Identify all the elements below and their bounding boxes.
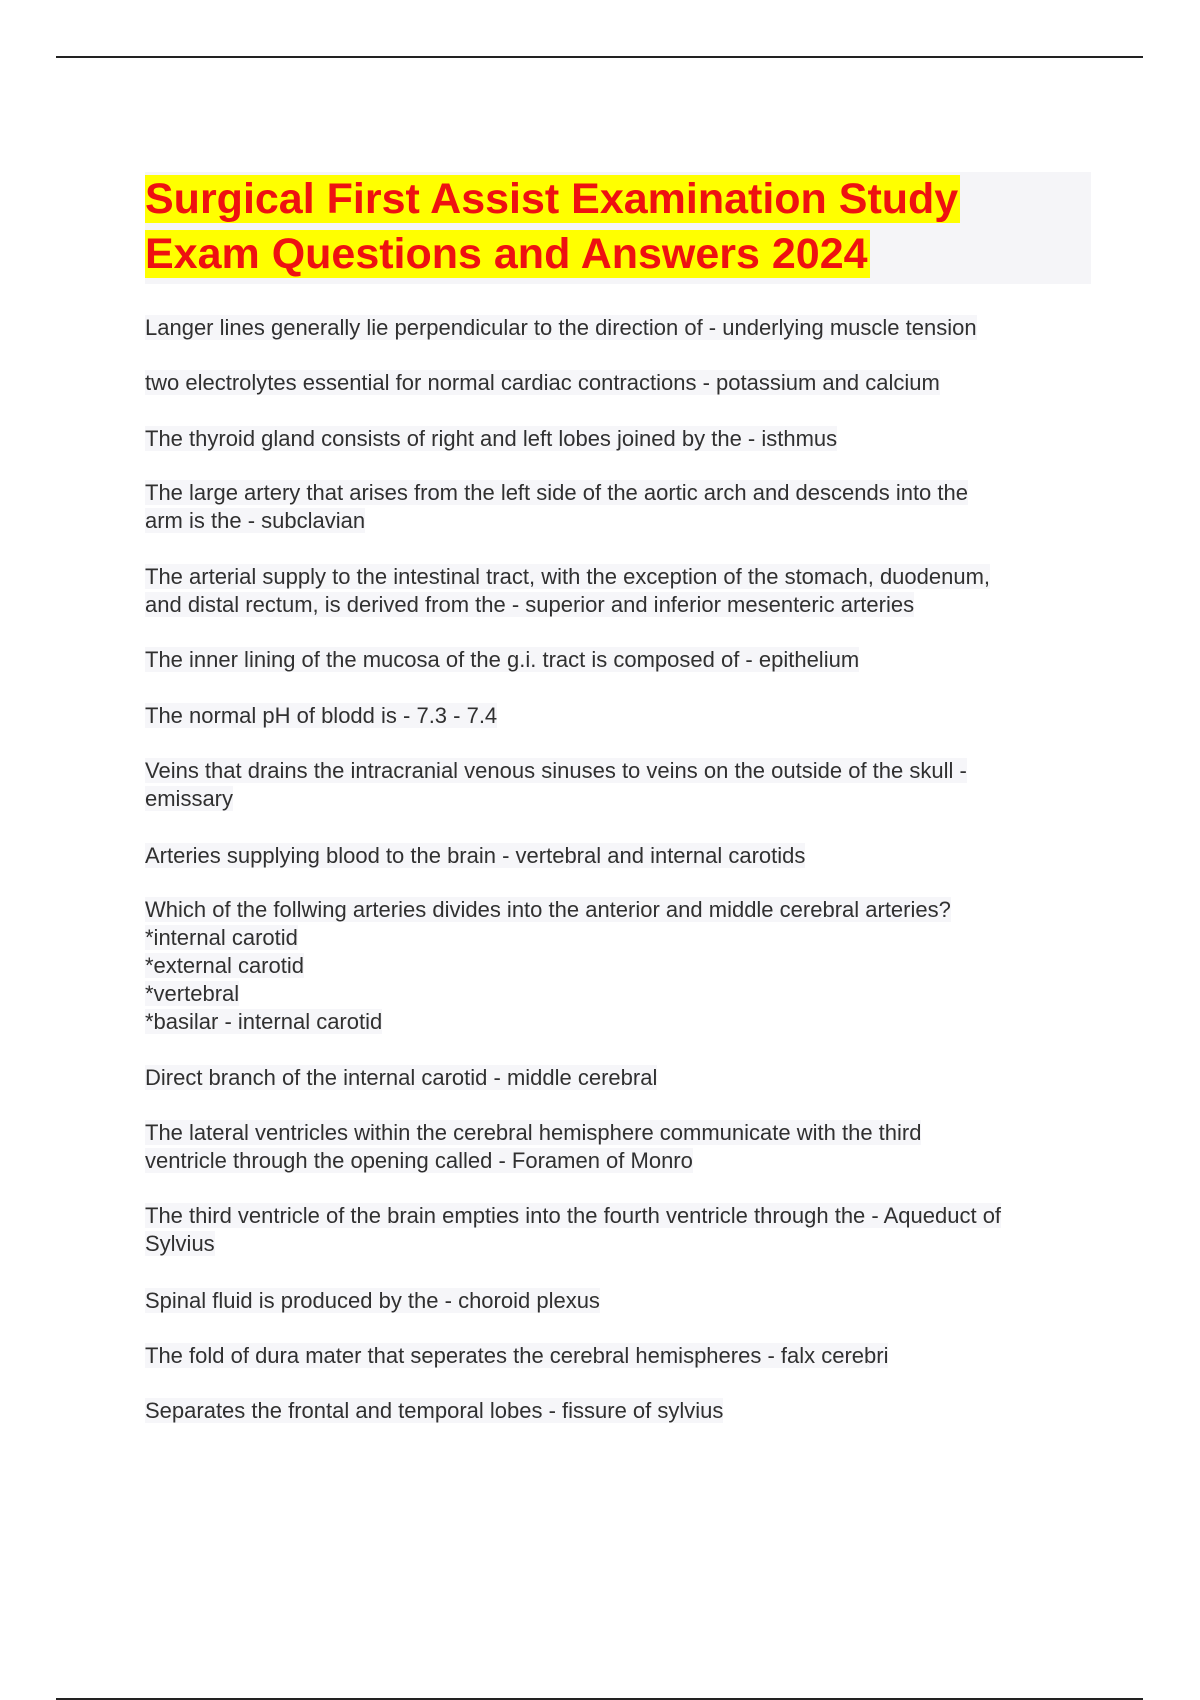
qa-item-10 [145,896,951,1036]
qa-item-text: two electrolytes essential for normal cardiac contractions - potassium and calcium [145,370,940,395]
qa-item-text: Spinal fluid is produced by the - choroid plexus [145,1288,600,1313]
qa-item-text: The arterial supply to the intestinal tract, with the exception of the stomach, duodenum, and distal rectum, is derived from the - superior and inferior mesenteric arteries [145,564,991,617]
qa-item-text: The normal pH of blodd is - 7.3 - 7.4 [145,703,498,728]
qa-item-text: The inner lining of the mucosa of the g.i. tract is composed of - epithelium [145,647,860,672]
qa-item-3 [145,425,837,453]
qa-item-text: The fold of dura mater that seperates the cerebral hemispheres - falx cerebri [145,1343,889,1368]
qa-item-text: Arteries supplying blood to the brain - vertebral and internal carotids [145,843,806,868]
qa-item-15 [145,1342,888,1370]
qa-item-13 [145,1202,1001,1258]
qa-item-5 [145,563,990,619]
document-title [145,172,1091,282]
qa-item-11 [145,1064,657,1092]
qa-item-12 [145,1119,921,1175]
qa-item-6 [145,646,859,674]
qa-item-text: The third ventricle of the brain empties into the fourth ventricle through the - Aqueduct of Sylvius [145,1203,1002,1256]
qa-item-text: The large artery that arises from the left side of the aortic arch and descends into the arm is the - subclavian [145,480,968,533]
qa-item-text: Langer lines generally lie perpendicular to the direction of - underlying muscle tension [145,315,977,340]
qa-item-text: Separates the frontal and temporal lobes - fissure of sylvius [145,1398,724,1423]
qa-item-7 [145,702,497,730]
title-line-1: Surgical First Assist Examination Study [145,175,959,223]
qa-item-4 [145,479,968,535]
qa-item-text: Veins that drains the intracranial venous sinuses to veins on the outside of the skull - emissary [145,758,967,811]
qa-item-text: The thyroid gland consists of right and left lobes joined by the - isthmus [145,426,838,451]
qa-item-9 [145,842,805,870]
qa-item-1 [145,314,977,342]
qa-item-16 [145,1397,723,1425]
qa-item-14 [145,1287,600,1315]
qa-item-text: Direct branch of the internal carotid - middle cerebral [145,1065,658,1090]
qa-item-text: The lateral ventricles within the cerebral hemisphere communicate with the third ventricle through the opening called - Foramen of Monro [145,1120,922,1173]
qa-item-8 [145,757,967,813]
qa-item-2 [145,369,940,397]
title-block [145,172,1091,284]
top-rule [56,56,1143,58]
title-line-2: Exam Questions and Answers 2024 [145,230,868,278]
qa-item-text: Which of the follwing arteries divides into the anterior and middle cerebral arteries? *internal carotid *external carotid *vertebral *basilar - internal carotid [145,897,951,1034]
